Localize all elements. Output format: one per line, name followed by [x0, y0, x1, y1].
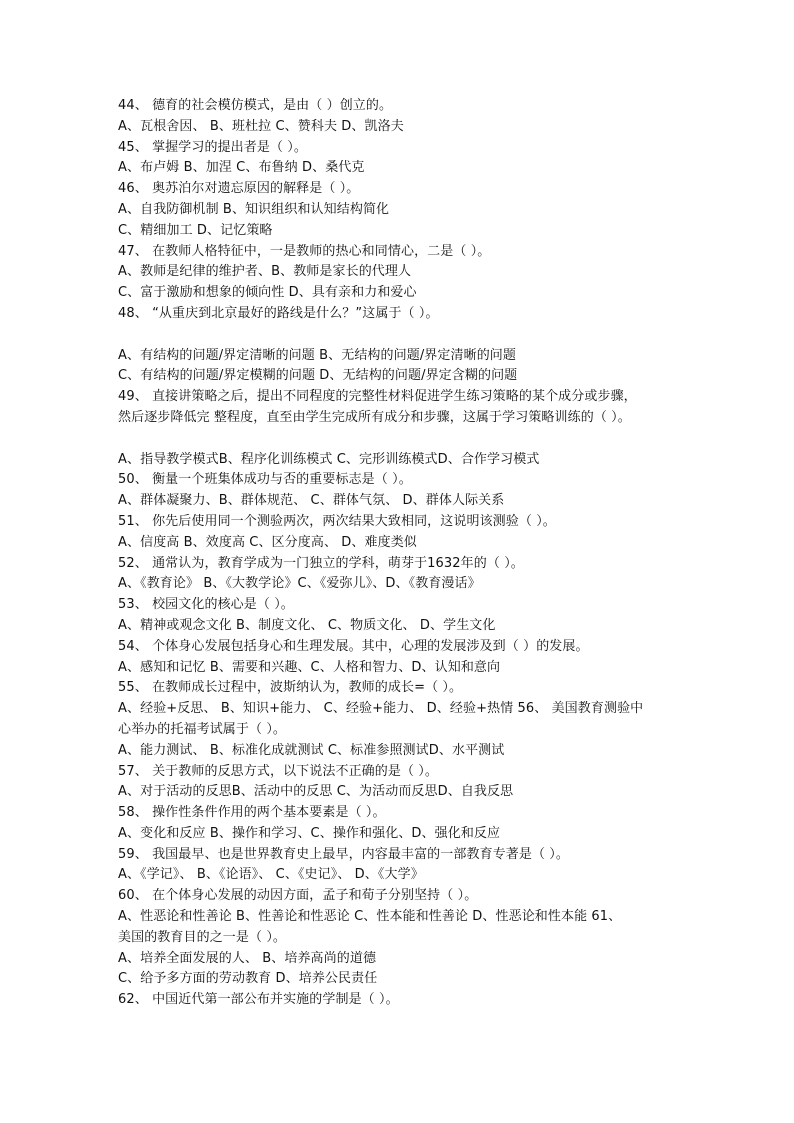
question-text: 48、 “从重庆到北京最好的路线是什么？”这属于（ ）。 [118, 305, 439, 321]
question-text: 51、 你先后使用同一个测验两次，两次结果大致相同，这说明该测验（ ）。 [118, 513, 556, 529]
question-text: 45、 掌握学习的提出者是（ ）。 [118, 139, 308, 155]
answer-options: A、《学记》、 B、《论语》、 C、《史记》、 D、《大学》 [118, 867, 424, 883]
question-text: 44、 德育的社会模仿模式，是由（ ）创立的。 [118, 98, 393, 113]
blank-line [118, 325, 688, 346]
document-body [118, 96, 688, 1011]
answer-options: A、精神或观念文化 B、制度文化、 C、物质文化、 D、学生文化 [118, 617, 496, 633]
answer-options: 心举办的托福考试属于（ ）。 [118, 721, 287, 737]
answer-options: A、性恶论和性善论 B、性善论和性恶论 C、性本能和性善论 D、性恶论和性本能 61、 [118, 909, 622, 925]
answer-options: A、对于活动的反思B、活动中的反思 C、为活动而反思D、自我反思 [118, 784, 514, 800]
question-text: 55、 在教师成长过程中，波斯纳认为，教师的成长=（ ）。 [118, 680, 463, 696]
answer-options: A、信度高 B、效度高 C、区分度高、 D、难度类似 [118, 534, 417, 550]
question-text: 59、 我国最早、也是世界教育史上最早，内容最丰富的一部教育专著是（ ）。 [118, 846, 570, 862]
answer-options: A、教师是纪律的维护者、B、教师是家长的代理人 [118, 264, 412, 280]
question-text: 53、 校园文化的核心是（ ）。 [118, 597, 294, 613]
question-text: 54、 个体身心发展包括身心和生理发展。其中，心理的发展涉及到（ ）的发展。 [118, 638, 589, 654]
question-text: 47、 在教师人格特征中，一是教师的热心和同情心，二是（ ）。 [118, 243, 491, 259]
answer-options: A、群体凝聚力、B、群体规范、 C、群体气氛、 D、群体人际关系 [118, 493, 505, 509]
question-text: 60、 在个体身心发展的动因方面，孟子和荀子分别坚持（ ）。 [118, 888, 478, 904]
answer-options: A、瓦根舍因、 B、班杜拉 C、赞科夫 D、凯洛夫 [118, 118, 404, 134]
answer-options: A、自我防御机制 B、知识组织和认知结构简化 [118, 201, 390, 217]
answer-options: C、有结构的问题/界定模糊的问题 D、无结构的问题/界定含糊的问题 [118, 368, 518, 384]
question-text: 46、 奥苏泊尔对遗忘原因的解释是（ ）。 [118, 181, 360, 197]
answer-options: A、布卢姆 B、加涅 C、布鲁纳 D、桑代克 [118, 160, 365, 176]
answer-options: A、经验+反思、 B、知识+能力、 C、经验+能力、 D、经验+热情 56、 美国教育测验中 [118, 701, 644, 717]
question-text: 62、 中国近代第一部公布并实施的学制是（ ）。 [118, 992, 399, 1008]
answer-options: C、富于激励和想象的倾向性 D、具有亲和力和爱心 [118, 285, 417, 301]
question-text: 49、 直接讲策略之后，提出不同程度的完整性材料促进学生练习策略的某个成分或步骤， [118, 389, 637, 405]
answer-options: A、指导教学模式B、程序化训练模式 C、完形训练模式D、合作学习模式 [118, 451, 540, 467]
answer-options: A、能力测试、 B、标准化成就测试 C、标准参照测试D、水平测试 [118, 742, 505, 758]
question-text: 52、 通常认为，教育学成为一门独立的学科，萌芽于1632年的（ ）。 [118, 555, 524, 571]
answer-options: C、给予多方面的劳动教育 D、培养公民责任 [118, 971, 378, 987]
blank-line [118, 429, 688, 450]
answer-options: C、精细加工 D、记忆策略 [118, 222, 273, 238]
answer-options: A、有结构的问题/界定清晰的问题 B、无结构的问题/界定清晰的问题 [118, 347, 517, 363]
answer-options: A、感知和记忆 B、需要和兴趣、C、人格和智力、D、认知和意向 [118, 659, 501, 675]
question-text: 57、 关于教师的反思方式，以下说法不正确的是（ ）。 [118, 763, 439, 779]
answer-options: A、变化和反应 B、操作和学习、C、操作和强化、D、强化和反应 [118, 825, 501, 841]
answer-options: 然后逐步降低完 整程度，直至由学生完成所有成分和步骤，这属于学习策略训练的（ ）。 [118, 409, 631, 425]
question-text: 50、 衡量一个班集体成功与否的重要标志是（ ）。 [118, 472, 412, 488]
answer-options: A、培养全面发展的人、 B、培养高尚的道德 [118, 950, 377, 966]
answer-options: 美国的教育目的之一是（ ）。 [118, 929, 287, 945]
question-text: 58、 操作性条件作用的两个基本要素是（ ）。 [118, 805, 386, 821]
answer-options: A、《教育论》 B、《大教学论》C、《爱弥儿》、D、《教育漫话》 [118, 576, 481, 592]
